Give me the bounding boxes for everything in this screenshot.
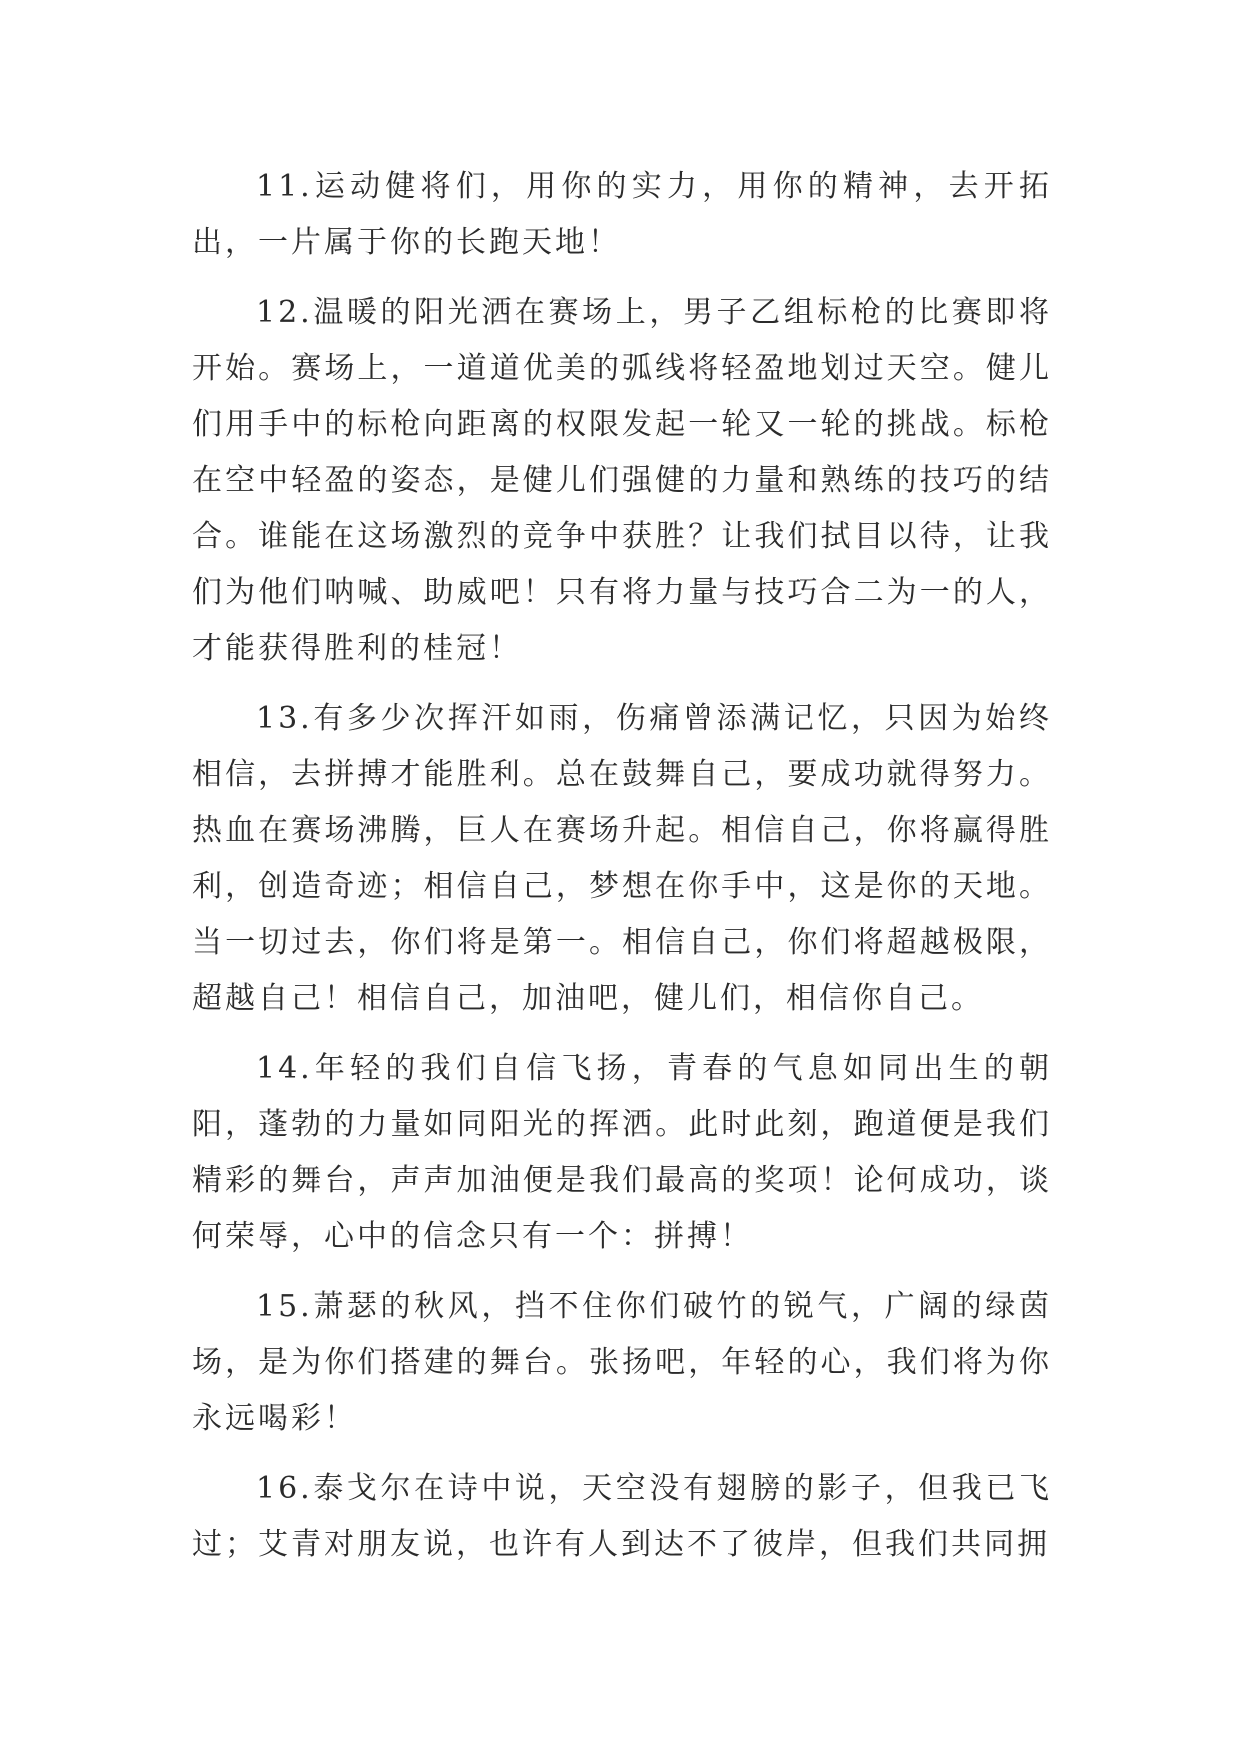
paragraph-15: 15.萧瑟的秋风，挡不住你们破竹的锐气，广阔的绿茵场，是为你们搭建的舞台。张扬吧，年轻的心，我们将为你永远喝彩！ [192,1289,1052,1436]
paragraph-11: 11.运动健将们，用你的实力，用你的精神，去开拓出，一片属于你的长跑天地！ [192,169,1052,260]
document-body [192,159,1052,1587]
paragraph-12: 12.温暖的阳光洒在赛场上，男子乙组标枪的比赛即将开始。赛场上，一道道优美的弧线将轻盈地划过天空。健儿们用手中的标枪向距离的权限发起一轮又一轮的挑战。标枪在空中轻盈的姿态，是健儿们强健的力量和熟练的技巧的结合。谁能在这场激烈的竞争中获胜？让我们拭目以待，让我们为他们呐喊、助威吧！只有将力量与技巧合二为一的人，才能获得胜利的桂冠！ [192,295,1052,666]
paragraph-14: 14.年轻的我们自信飞扬，青春的气息如同出生的朝阳，蓬勃的力量如同阳光的挥洒。此时此刻，跑道便是我们精彩的舞台，声声加油便是我们最高的奖项！论何成功，谈何荣辱，心中的信念只有一个：拼搏！ [192,1051,1052,1254]
paragraph-16: 16.泰戈尔在诗中说，天空没有翅膀的影子，但我已飞过；艾青对朋友说，也许有人到达不了彼岸，但我们共同拥 [192,1471,1052,1562]
paragraph-13: 13.有多少次挥汗如雨，伤痛曾添满记忆，只因为始终相信，去拼搏才能胜利。总在鼓舞自己，要成功就得努力。热血在赛场沸腾，巨人在赛场升起。相信自己，你将赢得胜利，创造奇迹；相信自己，梦想在你手中，这是你的天地。当一切过去，你们将是第一。相信自己，你们将超越极限，超越自己！相信自己，加油吧，健儿们，相信你自己。 [192,701,1052,1016]
